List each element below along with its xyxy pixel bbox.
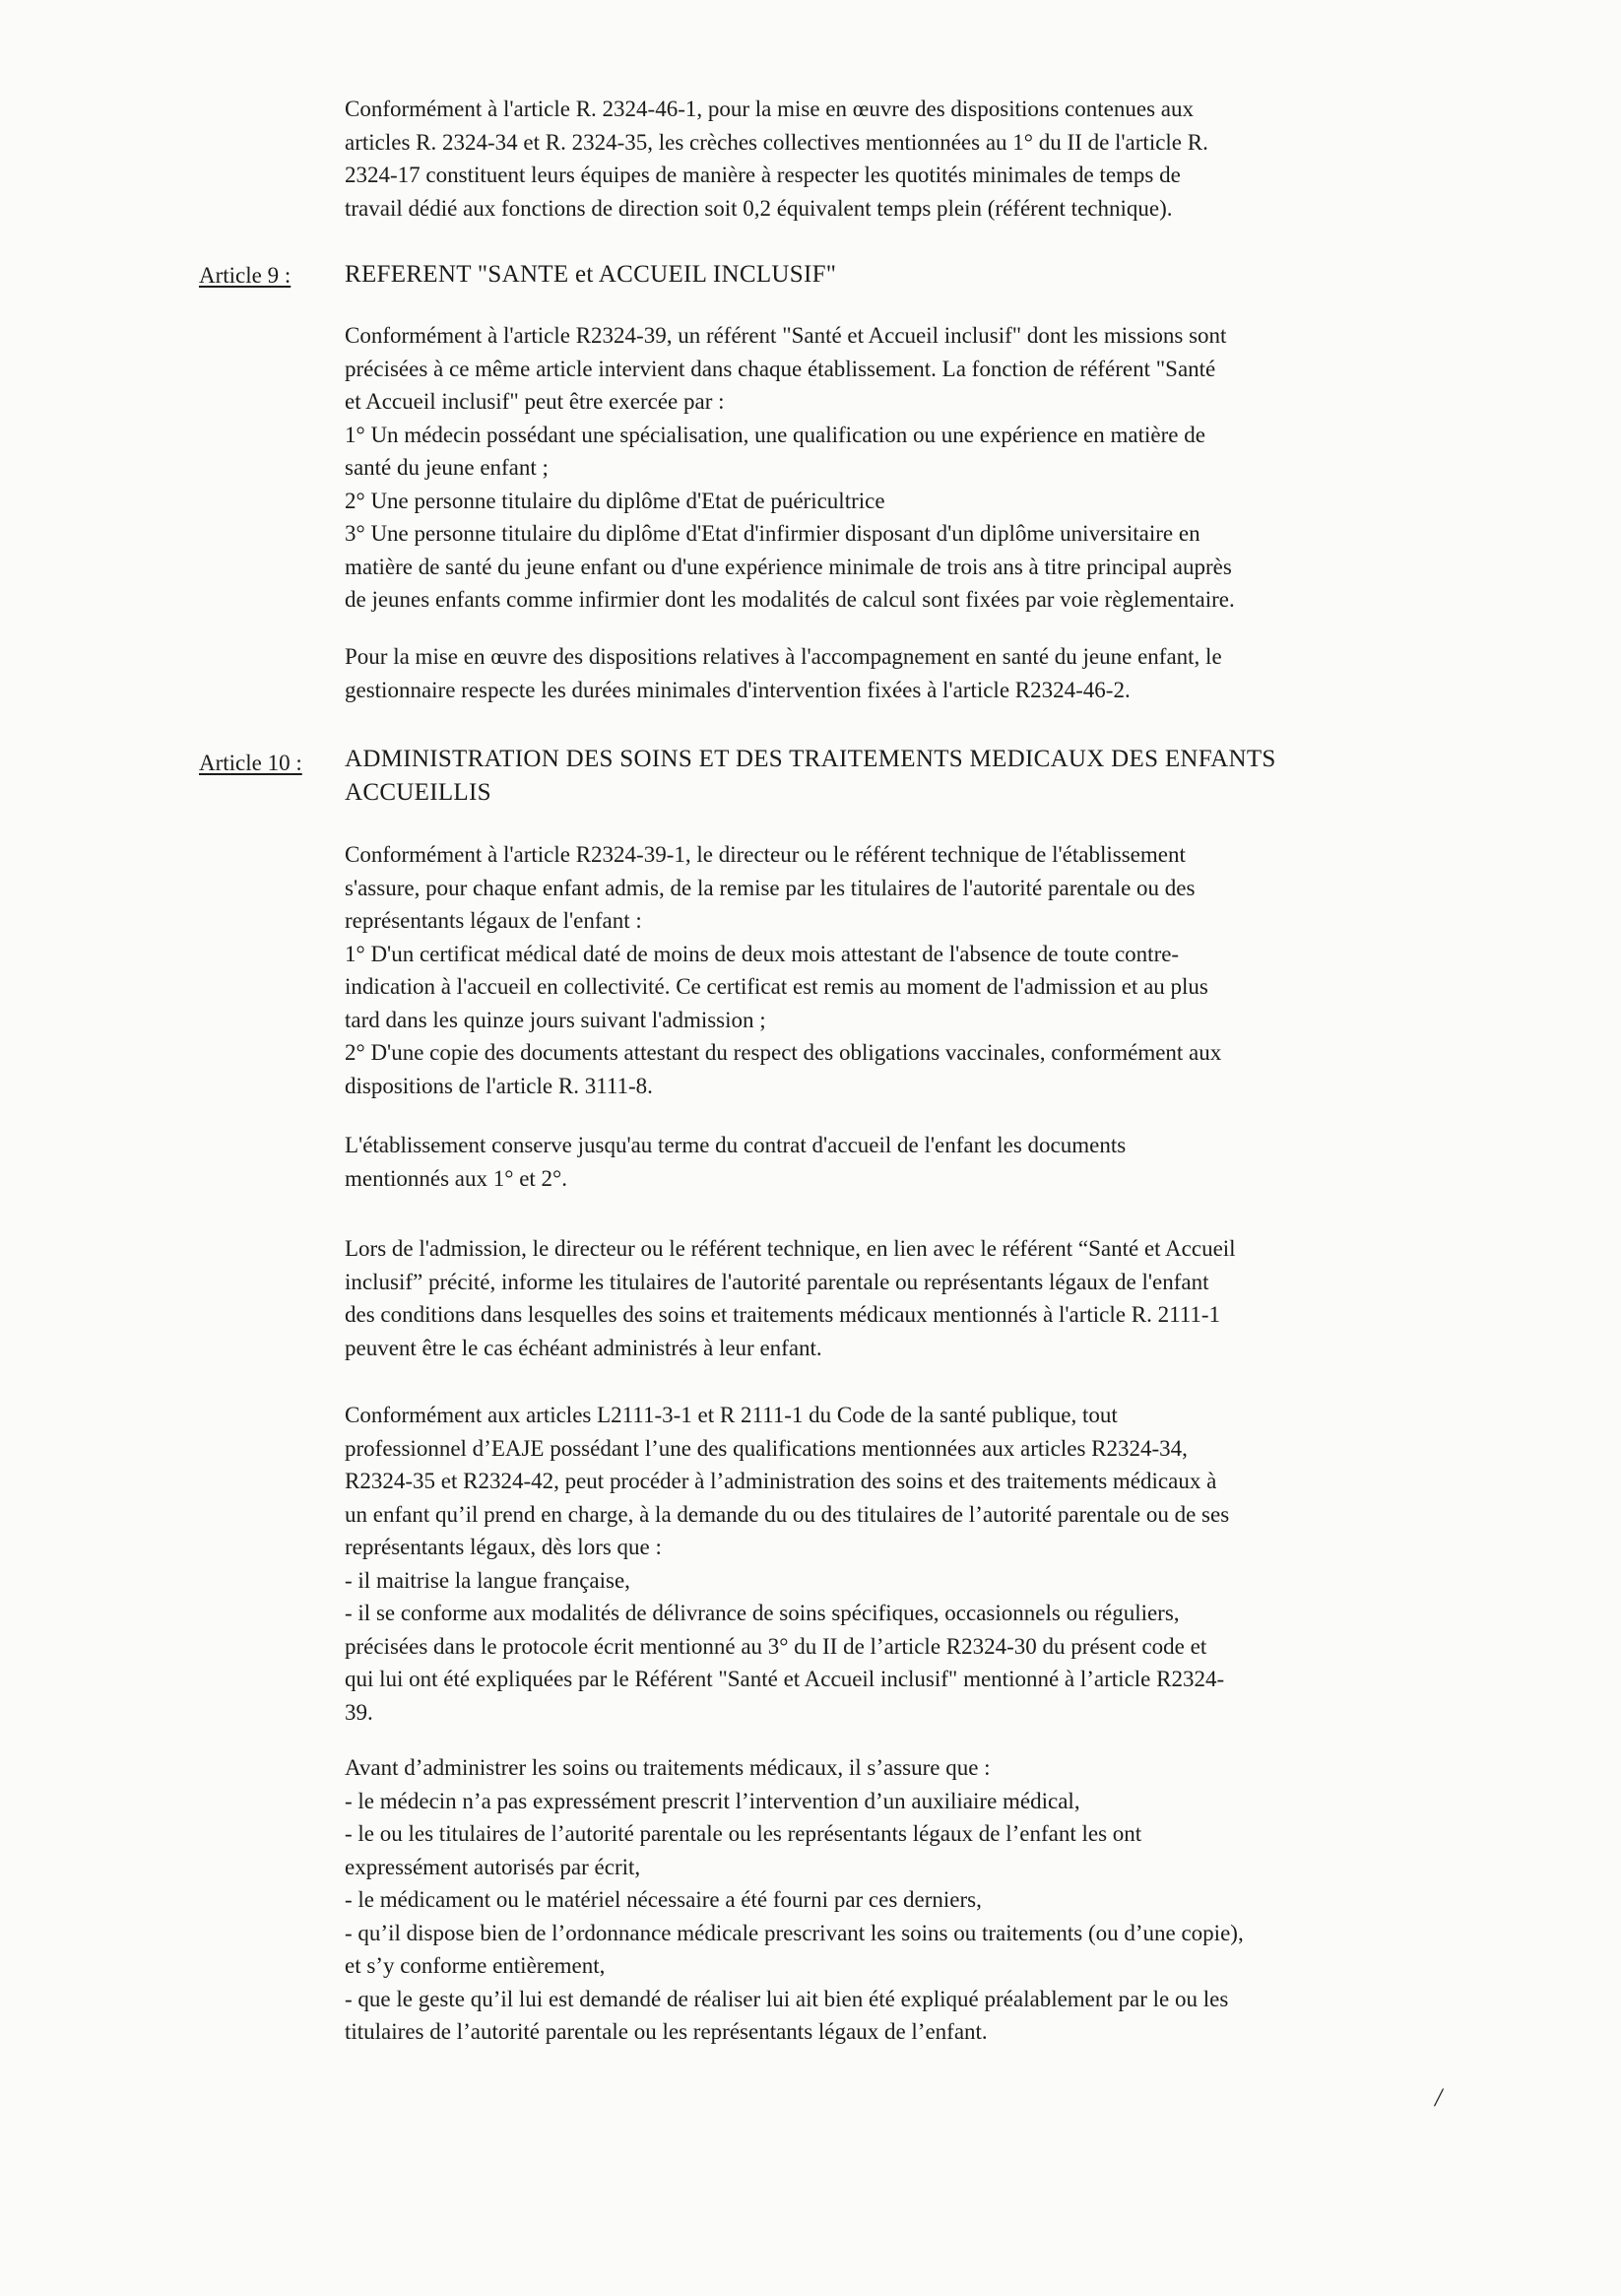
text-line: professionnel d’EAJE possédant l’une des qualifications mentionnées aux articles R2324-34, [345,1435,1188,1461]
text-line: expressément autorisés par écrit, [345,1854,641,1879]
text-line: matière de santé du jeune enfant ou d'une expérience minimale de trois ans à titre principal auprès [345,554,1232,579]
text-line: tard dans les quinze jours suivant l'admission ; [345,1007,766,1032]
article-9-label: Article 9 : [199,263,292,288]
article-10-paragraph-1 [345,838,1408,1102]
text-line: et Accueil inclusif" peut être exercée par : [345,389,725,414]
page-mark: / [1435,2083,1443,2112]
text-line: - le médecin n’a pas expressément prescrit l’intervention d’un auxiliaire médical, [345,1788,1080,1813]
text-line: un enfant qu’il prend en charge, à la demande du ou des titulaires de l’autorité parentale ou de ses [345,1501,1230,1527]
text-line: 2° Une personne titulaire du diplôme d'Etat de puéricultrice [345,488,885,513]
text-line: indication à l'accueil en collectivité. Ce certificat est remis au moment de l'admission et au plus [345,974,1208,999]
article-10-paragraph-3 [345,1232,1408,1364]
text-line: des conditions dans lesquelles des soins et traitements médicaux mentionnés à l'article R. 2111-1 [345,1302,1221,1327]
text-line: peuvent être le cas échéant administrés à leur enfant. [345,1335,822,1360]
text-line: Conformément à l'article R2324-39-1, le directeur ou le référent technique de l'établissement [345,842,1186,867]
text-line: Conformément aux articles L2111-3-1 et R 2111-1 du Code de la santé publique, tout [345,1403,1118,1427]
text-line: représentants légaux de l'enfant : [345,908,642,933]
article-10-paragraph-5 [345,1751,1408,2049]
text-line: et s’y conforme entièrement, [345,1953,606,1978]
text-line: ACCUEILLIS [345,778,491,806]
text-line: - le ou les titulaires de l’autorité parentale ou les représentants légaux de l’enfant les ont [345,1821,1142,1846]
text-line: qui lui ont été expliquées par le Référent "Santé et Accueil inclusif" mentionné à l’article R2324- [345,1667,1225,1691]
text-line: précisées à ce même article intervient dans chaque établissement. La fonction de référent "Santé [345,356,1216,381]
text-line: de jeunes enfants comme infirmier dont les modalités de calcul sont fixées par voie règlementaire. [345,587,1235,612]
text-line: Lors de l'admission, le directeur ou le référent technique, en lien avec le référent “Santé et Accueil [345,1236,1236,1261]
text-line: - il se conforme aux modalités de délivrance de soins spécifiques, occasionnels ou réguliers, [345,1601,1180,1625]
article-9-paragraph-2 [345,640,1408,706]
text-line: Avant d’administrer les soins ou traitements médicaux, il s’assure que : [345,1755,991,1780]
text-line: L'établissement conserve jusqu'au terme du contrat d'accueil de l'enfant les documents [345,1133,1127,1157]
article-9-paragraph-1 [345,319,1408,617]
text-line: - que le geste qu’il lui est demandé de réaliser lui ait bien été expliqué préalablement par le ou les [345,1986,1229,2011]
text-line: mentionnés aux 1° et 2°. [345,1165,567,1191]
article-10-paragraph-4 [345,1399,1408,1729]
text-line: précisées dans le protocole écrit mentionné au 3° du II de l’article R2324-30 du présent code et [345,1633,1207,1659]
article-10-label: Article 10 : [199,751,302,775]
text-line: inclusif” précité, informe les titulaires de l'autorité parentale ou représentants légaux de l'enfant [345,1269,1209,1294]
text-line: 39. [345,1699,373,1725]
text-line: Pour la mise en œuvre des dispositions relatives à l'accompagnement en santé du jeune enfant, le [345,644,1222,669]
text-line: - le médicament ou le matériel nécessaire a été fourni par ces derniers, [345,1887,982,1912]
intro-paragraph [345,93,1408,225]
text-line: représentants légaux, dès lors que : [345,1535,662,1559]
article-10-paragraph-2 [345,1129,1408,1195]
text-line: ADMINISTRATION DES SOINS ET DES TRAITEMENTS MEDICAUX DES ENFANTS [345,746,1276,772]
text-line: R2324-35 et R2324-42, peut procéder à l’administration des soins et des traitements médicaux à [345,1469,1217,1493]
text-line: s'assure, pour chaque enfant admis, de la remise par les titulaires de l'autorité parentale ou des [345,875,1196,900]
text-line: 2° D'une copie des documents attestant du respect des obligations vaccinales, conformément aux [345,1040,1222,1065]
article-9-title: REFERENT "SANTE et ACCUEIL INCLUSIF" [345,261,837,288]
text-line: titulaires de l’autorité parentale ou les représentants légaux de l’enfant. [345,2019,988,2044]
text-line: 3° Une personne titulaire du diplôme d'Etat d'infirmier disposant d'un diplôme universitaire en [345,521,1200,546]
text-line: travail dédié aux fonctions de direction soit 0,2 équivalent temps plein (référent technique). [345,195,1173,221]
text-line: 1° D'un certificat médical daté de moins de deux mois attestant de l'absence de toute contre- [345,941,1180,966]
text-line: dispositions de l'article R. 3111-8. [345,1073,653,1098]
text-line: - qu’il dispose bien de l’ordonnance médicale prescrivant les soins ou traitements (ou d’une copie), [345,1920,1244,1945]
article-10-title [345,743,1408,809]
text-line: santé du jeune enfant ; [345,455,549,480]
text-line: 2324-17 constituent leurs équipes de manière à respecter les quotités minimales de temps de [345,163,1181,187]
text-line: 1° Un médecin possédant une spécialisation, une qualification ou une expérience en matière de [345,422,1205,447]
text-line: - il maitrise la langue française, [345,1567,630,1593]
text-line: Conformément à l'article R. 2324-46-1, pour la mise en œuvre des dispositions contenues aux [345,97,1194,121]
text-line: articles R. 2324-34 et R. 2324-35, les crèches collectives mentionnées au 1° du II de l'article R. [345,129,1208,155]
text-line: gestionnaire respecte les durées minimales d'intervention fixées à l'article R2324-46-2. [345,677,1131,702]
text-line: Conformément à l'article R2324-39, un référent "Santé et Accueil inclusif" dont les missions sont [345,323,1227,348]
